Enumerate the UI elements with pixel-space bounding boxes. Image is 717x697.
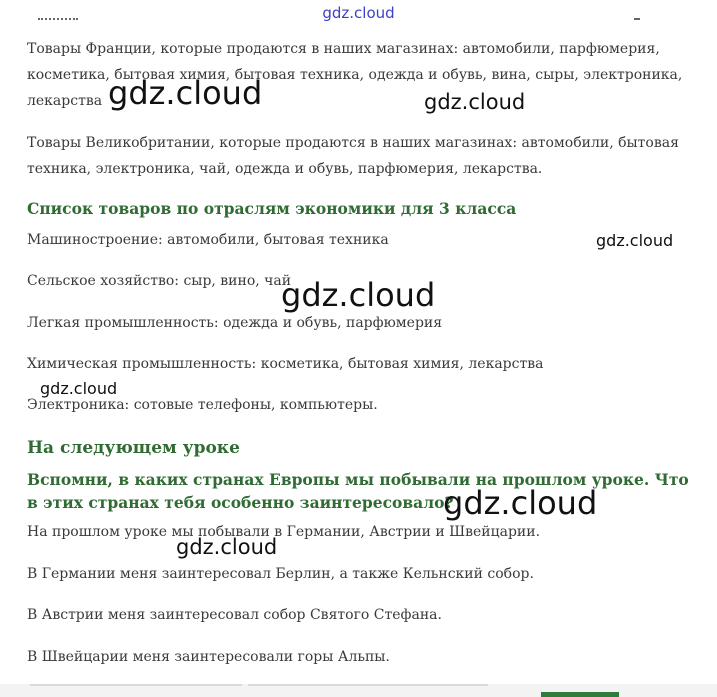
list-item-agriculture: Сельское хозяйство: сыр, вино, чай (27, 273, 292, 289)
bottom-accent-bar (541, 692, 619, 697)
watermark-text: gdz.cloud (281, 276, 436, 314)
paragraph-britain: Товары Великобритании, которые продаются в наших магазинах: автомобили, бытовая техника, электроника, чай, одежда и обувь, парфюмерия, лекарства. (27, 135, 679, 177)
answer-countries: На прошлом уроке мы побывали в Германии, Австрии и Швейцарии. (27, 524, 541, 540)
answer-switzerland: В Швейцарии меня заинтересовали горы Альпы. (27, 649, 390, 665)
bottom-divider (248, 684, 488, 686)
answer-germany: В Германии меня заинтересовал Берлин, а также Кельнский собор. (27, 566, 534, 582)
top-site-mark: gdz.cloud (322, 4, 395, 22)
watermark-text: gdz.cloud (176, 535, 278, 559)
watermark-text: gdz.cloud (40, 379, 118, 398)
list-item-light-industry: Легкая промышленность: одежда и обувь, парфюмерия (27, 315, 443, 331)
watermark-text: gdz.cloud (596, 231, 674, 250)
list-item-chemical-industry: Химическая промышленность: косметика, бытовая химия, лекарства (27, 356, 544, 372)
answer-austria: В Австрии меня заинтересовал собор Святого Стефана. (27, 607, 442, 623)
question-text: Вспомни, в каких странах Европы мы побывали на прошлом уроке. Что в этих странах тебя особенно заинтересовало? (27, 470, 689, 512)
list-item-electronics: Электроника: сотовые телефоны, компьютеры. (27, 397, 378, 413)
watermark-text: gdz.cloud (443, 484, 598, 522)
bottom-divider (30, 684, 242, 686)
list-item-machinery: Машиностроение: автомобили, бытовая техника (27, 232, 389, 248)
heading-goods-by-industry: Список товаров по отраслям экономики для 3 класса (27, 199, 517, 218)
watermark-text: gdz.cloud (424, 90, 526, 114)
heading-next-lesson: На следующем уроке (27, 438, 240, 458)
top-right-divider (634, 18, 640, 23)
watermark-text: gdz.cloud (108, 74, 263, 112)
top-left-divider (38, 18, 78, 23)
paragraph-france: Товары Франции, которые продаются в наших магазинах: автомобили, парфюмерия, косметика, бытовая химия, бытовая техника, одежда и обувь, вина, сыры, электроника, лекарства (27, 41, 683, 109)
